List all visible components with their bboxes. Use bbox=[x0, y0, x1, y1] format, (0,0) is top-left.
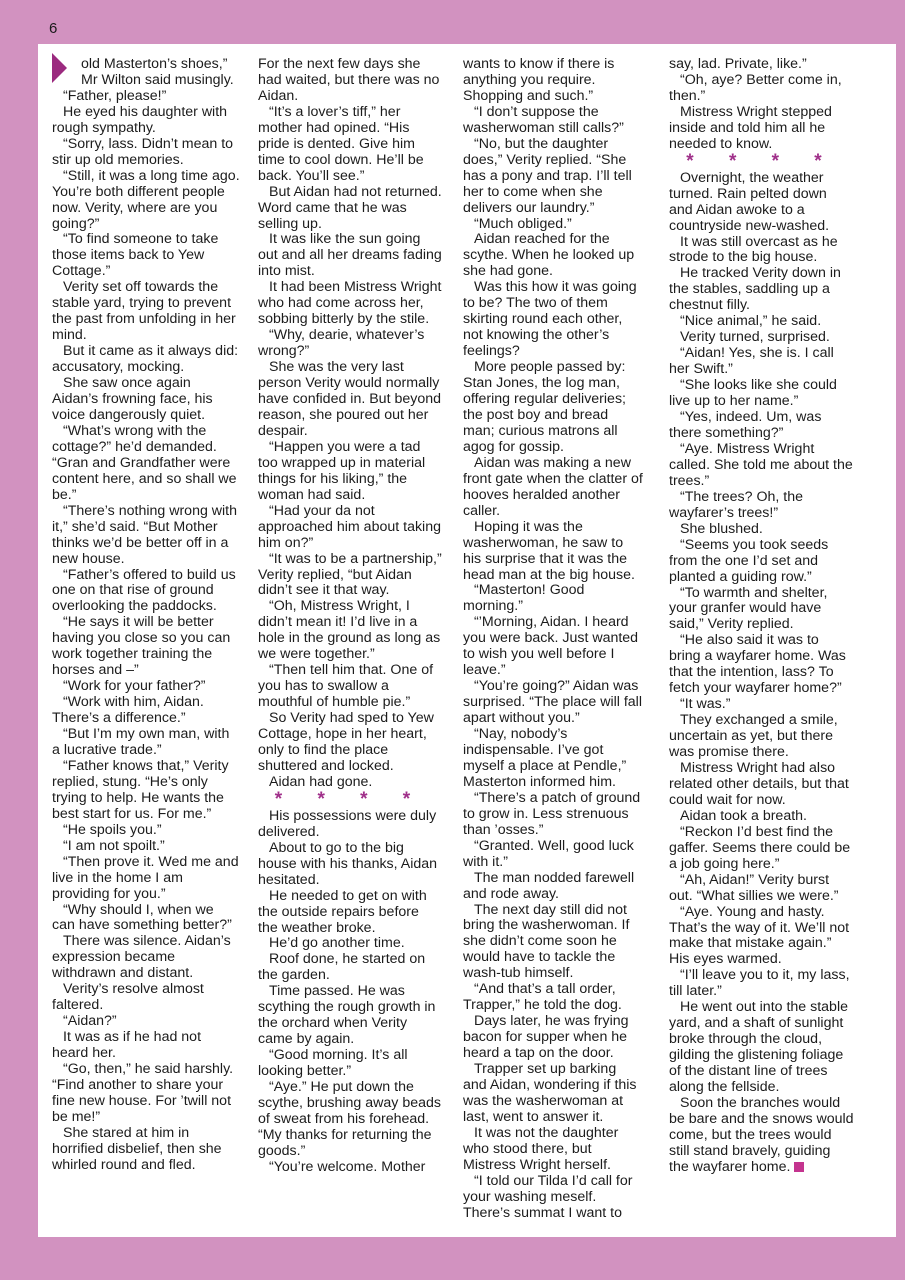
paragraph: Soon the branches would be bare and the snows would come, but the trees would still stand bravely, guiding the wayfarer home. bbox=[669, 1095, 854, 1175]
paragraph: “Seems you took seeds from the one I’d set and planted a guiding row.” bbox=[669, 536, 829, 585]
paragraph: “But I’m my own man, with a lucrative trade.” bbox=[52, 726, 230, 758]
page-number: 6 bbox=[49, 20, 58, 37]
paragraph: “To warmth and shelter, your granfer would have said,” Verity replied. bbox=[669, 584, 828, 633]
paragraph: “Had your da not approached him about taking him on?” bbox=[258, 502, 441, 551]
paragraph: “He also said it was to bring a wayfarer home. Was that the intention, lass? To fetch your wayfarer home?” bbox=[669, 632, 846, 697]
paragraph: “I don’t suppose the washerwoman still calls?” bbox=[463, 103, 624, 136]
paragraph: “No, but the daughter does,” Verity replied. “She has a pony and trap. I’ll tell her to come when she delivers our laundry.” bbox=[463, 135, 632, 216]
paragraph: Verity’s resolve almost faltered. bbox=[52, 981, 204, 1014]
column-1 bbox=[52, 57, 240, 1174]
section-divider: * * * * bbox=[686, 150, 837, 172]
article-panel bbox=[38, 44, 896, 1237]
paragraph: “Good morning. It’s all looking better.” bbox=[258, 1047, 408, 1080]
paragraph: He needed to get on with the outside repairs before the weather broke. bbox=[258, 887, 427, 936]
paragraph: “It was to be a partnership,” Verity replied, “but Aidan didn’t see it that way. bbox=[258, 550, 442, 599]
paragraph: “Father, please!” bbox=[63, 87, 167, 104]
column-3 bbox=[463, 57, 643, 1222]
paragraph: “I am not spoilt.” bbox=[63, 837, 165, 854]
paragraph: “Masterton! Good morning.” bbox=[463, 582, 585, 615]
paragraph: Mistress Wright had also related other details, but that could wait for now. bbox=[669, 759, 849, 808]
paragraph: “Work with him, Aidan. There’s a difference.” bbox=[52, 694, 204, 727]
paragraph: So Verity had sped to Yew Cottage, hope in her heart, only to find the place shuttered and locked. bbox=[258, 710, 434, 774]
paragraph: Trapper set up barking and Aidan, wondering if this was the washerwoman at last, went to answer it. bbox=[463, 1061, 637, 1125]
paragraph: Aidan took a breath. bbox=[680, 807, 807, 824]
paragraph: “There’s a patch of ground to grow in. Less strenuous than ’osses.” bbox=[463, 789, 641, 838]
paragraph: Was this how it was going to be? The two of them skirting round each other, not knowing the other’s feelings? bbox=[463, 279, 637, 360]
paragraph: She saw once again Aidan’s frowning face, his voice dangerously quiet. bbox=[52, 375, 213, 423]
section-divider: * * * * bbox=[274, 788, 426, 810]
paragraph: “Father knows that,” Verity replied, stung. “He’s only trying to help. He wants the best start for us. For me.” bbox=[52, 757, 229, 822]
paragraph: She blushed. bbox=[680, 520, 763, 537]
paragraph: “Aye.” He put down the scythe, brushing away beads of sweat from his forehead. “My thanks for returning the goods.” bbox=[258, 1079, 441, 1159]
paragraph: “Why, dearie, whatever’s wrong?” bbox=[258, 327, 425, 360]
paragraph: It was like the sun going out and all her dreams fading into mist. bbox=[258, 231, 442, 280]
paragraph: It was still overcast as he strode to the big house. bbox=[669, 233, 838, 266]
paragraph: She was the very last person Verity would normally have confided in. But beyond reason, she poured out her despair. bbox=[258, 359, 441, 439]
paragraph: He went out into the stable yard, and a shaft of sunlight broke through the cloud, gilding the glistening foliage of the distant line of trees along the fellside. bbox=[669, 999, 848, 1096]
paragraph: old Masterton’s shoes,” Mr Wilton said musingly. bbox=[81, 56, 234, 88]
paragraph: “Father’s offered to build us one on that rise of ground overlooking the paddocks. bbox=[52, 566, 236, 615]
paragraph: Aidan was making a new front gate when the clatter of hooves heralded another caller. bbox=[463, 454, 643, 519]
column-4 bbox=[669, 57, 854, 1176]
paragraph: But it came as it always did: accusatory, mocking. bbox=[52, 343, 239, 376]
paragraph: “Yes, indeed. Um, was there something?” bbox=[669, 409, 822, 441]
paragraph: “I’ll leave you to it, my lass, till later.” bbox=[669, 967, 850, 1000]
paragraph: Overnight, the weather turned. Rain pelted down and Aidan awoke to a countryside new-washed. bbox=[669, 169, 830, 234]
paragraph: It was not the daughter who stood there, but Mistress Wright herself. bbox=[463, 1124, 619, 1173]
paragraph: wants to know if there is anything you require. Shopping and such.” bbox=[463, 56, 615, 104]
paragraph: More people passed by: Stan Jones, the log man, offering regular deliveries; the post boy and bread man; curious matrons all agog for gossip. bbox=[463, 359, 626, 455]
paragraph: “You’re welcome. Mother bbox=[269, 1158, 426, 1175]
paragraph: But Aidan had not returned. Word came that he was selling up. bbox=[258, 183, 442, 232]
paragraph: She stared at him in horrified disbelief, then she whirled round and fled. bbox=[52, 1124, 222, 1173]
paragraph: “Oh, Mistress Wright, I didn’t mean it! I’d live in a hole in the ground as long as we were together.” bbox=[258, 598, 441, 663]
paragraph: “It’s a lover’s tiff,” her mother had opined. “His pride is dented. Give him time to cool down. He’ll be back. You’ll see.” bbox=[258, 103, 424, 184]
paragraph: Hoping it was the washerwoman, he saw to his surprise that it was the head man at the big house. bbox=[463, 518, 635, 583]
paragraph: “Oh, aye? Better come in, then.” bbox=[669, 71, 842, 104]
paragraph: “Nice animal,” he said. bbox=[680, 313, 822, 330]
paragraph: Verity turned, surprised. bbox=[680, 329, 830, 346]
paragraph: “Work for your father?” bbox=[63, 678, 206, 695]
paragraph: Mistress Wright stepped inside and told him all he needed to know. bbox=[669, 103, 832, 152]
paragraph: “He spoils you.” bbox=[63, 821, 162, 838]
paragraph: “Then tell him that. One of you has to swallow a mouthful of humble pie.” bbox=[258, 662, 434, 711]
paragraph: “And that’s a tall order, Trapper,” he told the dog. bbox=[463, 981, 622, 1014]
paragraph: It had been Mistress Wright who had come across her, sobbing bitterly by the stile. bbox=[258, 279, 442, 328]
paragraph: “The trees? Oh, the wayfarer’s trees!” bbox=[669, 488, 804, 521]
paragraph: He eyed his daughter with rough sympathy. bbox=[52, 103, 228, 136]
paragraph: He tracked Verity down in the stables, saddling up a chestnut filly. bbox=[669, 265, 841, 314]
paragraph: “Much obliged.” bbox=[474, 215, 572, 232]
paragraph: His possessions were duly delivered. bbox=[258, 807, 437, 840]
paragraph: “He says it will be better having you close so you can work together training the horses and –” bbox=[52, 614, 231, 679]
paragraph: “What’s wrong with the cottage?” he’d demanded. “Gran and Grandfather were content here, and so shall we be.” bbox=[52, 422, 237, 503]
paragraph: “Reckon I’d best find the gaffer. Seems there could be a job going here.” bbox=[669, 823, 851, 872]
paragraph: “Aidan?” bbox=[63, 1013, 117, 1030]
paragraph: “Go, then,” he said harshly. “Find another to share your fine new house. For ’twill not be me!” bbox=[52, 1061, 234, 1125]
paragraph: There was silence. Aidan’s expression became withdrawn and distant. bbox=[52, 933, 231, 982]
paragraph: “Aye. Young and hasty. That’s the way of it. We’ll not make that mistake again.” His eyes warmed. bbox=[669, 903, 850, 968]
paragraph: Roof done, he started on the garden. bbox=[258, 951, 426, 984]
paragraph: “Sorry, lass. Didn’t mean to stir up old memories. bbox=[52, 135, 234, 168]
paragraph: Verity set off towards the stable yard, trying to prevent the past from unfolding in her mind. bbox=[52, 279, 236, 344]
paragraph: “She looks like she could live up to her name.” bbox=[669, 377, 837, 410]
paragraph: “Ah, Aidan!” Verity burst out. “What sillies we were.” bbox=[669, 871, 839, 904]
paragraph: “Then prove it. Wed me and live in the home I am providing for you.” bbox=[52, 853, 239, 902]
paragraph: “Aye. Mistress Wright called. She told me about the trees.” bbox=[669, 440, 853, 489]
paragraph: It was as if he had not heard her. bbox=[52, 1029, 202, 1062]
paragraph: say, lad. Private, like.” bbox=[669, 56, 807, 72]
paragraph: “To find someone to take those items back to Yew Cottage.” bbox=[52, 231, 219, 280]
paragraph: “Granted. Well, good luck with it.” bbox=[463, 837, 634, 870]
paragraph: The man nodded farewell and rode away. bbox=[463, 869, 635, 902]
paragraph: The next day still did not bring the washerwoman. If she didn’t come soon he would have to tackle the wash-tub himself. bbox=[463, 901, 630, 982]
column-2 bbox=[258, 57, 442, 1176]
paragraph: “Why should I, when we can have something better?” bbox=[52, 901, 232, 934]
paragraph: About to go to the big house with his thanks, Aidan hesitated. bbox=[258, 839, 438, 888]
paragraph: “Nay, nobody’s indispensable. I’ve got myself a place at Pendle,” Masterton informed him. bbox=[463, 726, 627, 790]
paragraph: “’Morning, Aidan. I heard you were back. Just wanted to wish you well before I leave.” bbox=[463, 614, 639, 679]
paragraph: “You’re going?” Aidan was surprised. “The place will fall apart without you.” bbox=[463, 678, 642, 727]
paragraph: Aidan had gone. bbox=[269, 773, 373, 790]
paragraph: He’d go another time. bbox=[269, 935, 405, 952]
paragraph: “Still, it was a long time ago. You’re both different people now. Verity, where are you going?” bbox=[52, 167, 240, 232]
paragraph: Time passed. He was scything the rough growth in the orchard when Verity came by again. bbox=[258, 983, 436, 1048]
paragraph: “There’s nothing wrong with it,” she’d said. “But Mother thinks we’d be better off in a new house. bbox=[52, 502, 238, 567]
paragraph: “It was.” bbox=[680, 696, 731, 713]
paragraph: “I told our Tilda I’d call for your washing meself. There’s summat I want to bbox=[463, 1172, 633, 1221]
paragraph: Aidan reached for the scythe. When he looked up she had gone. bbox=[463, 231, 635, 280]
paragraph: For the next few days she had waited, but there was no Aidan. bbox=[258, 56, 440, 104]
paragraph: “Happen you were a tad too wrapped up in material things for his liking,” the woman had said. bbox=[258, 438, 426, 503]
paragraph: They exchanged a smile, uncertain as yet, but there was promise there. bbox=[669, 712, 838, 761]
end-mark-icon bbox=[794, 1162, 804, 1172]
paragraph: Days later, he was frying bacon for supper when he heard a tap on the door. bbox=[463, 1013, 629, 1062]
paragraph: “Aidan! Yes, she is. I call her Swift.” bbox=[669, 345, 834, 378]
